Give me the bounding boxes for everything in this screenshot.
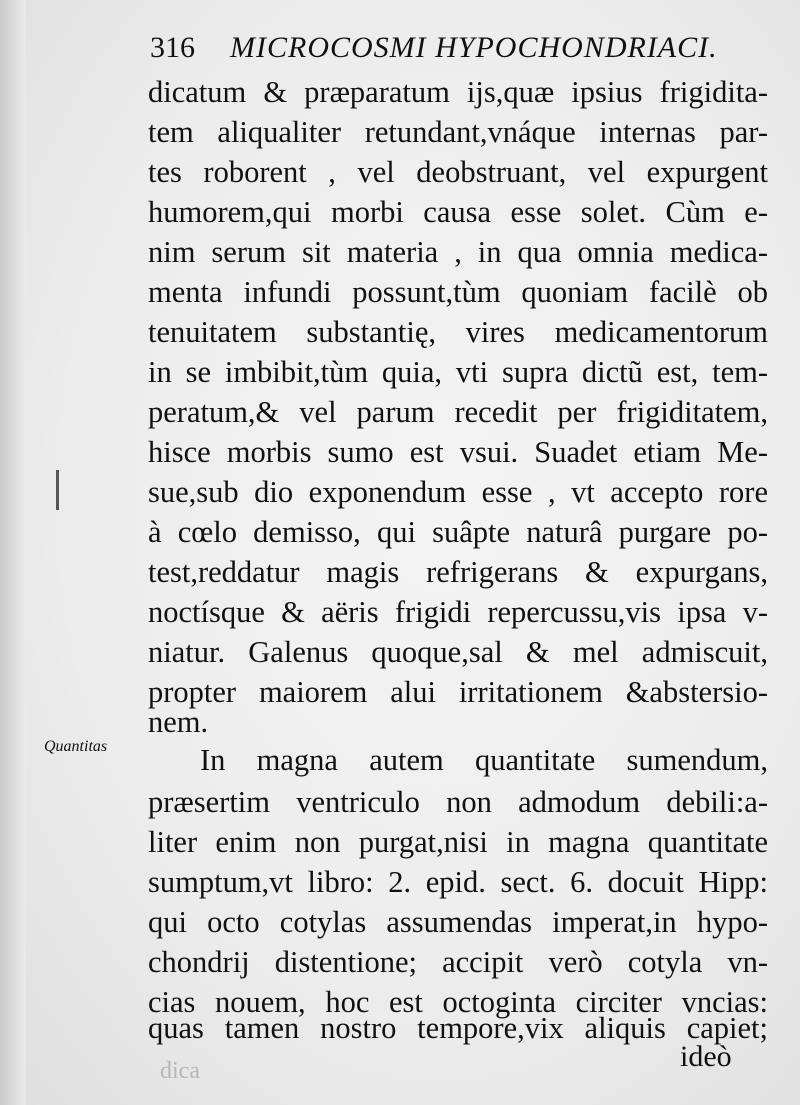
text-line: præsertim ventriculo non admodum debili:a-: [148, 785, 768, 819]
text-line: cias nouem, hoc est octoginta circiter vncias:: [148, 985, 768, 1019]
text-line: menta infundi possunt,tùm quoniam facilè ob: [148, 275, 768, 309]
text-line: hisce morbis sumo est vsui. Suadet etiam Me-: [148, 435, 768, 469]
text-line: humorem,qui morbi causa esse solet. Cùm e-: [148, 195, 768, 229]
text-line: nem.: [148, 705, 209, 739]
text-line: noctísque & aëris frigidi repercussu,vis ipsa v-: [148, 595, 768, 629]
text-line: chondrij distentione; accipit verò cotyla vn-: [148, 945, 768, 979]
text-line: in se imbibit,tùm quia, vti supra dictũ est, tem-: [148, 355, 768, 389]
text-line: tes roborent , vel deobstruant, vel expurgent: [148, 155, 768, 189]
text-line: tenuitatem substantię, vires medicamentorum: [148, 315, 768, 349]
text-line: tem aliqualiter retundant,vnáque internas par-: [148, 115, 768, 149]
text-line: quas tamen nostro tempore,vix aliquis capiet;: [148, 1011, 768, 1045]
text-line: test,reddatur magis refrigerans & expurgans,: [148, 555, 768, 589]
page-gutter-shadow: [0, 0, 26, 1105]
bleed-through-text: dica: [160, 1058, 200, 1084]
text-line: dicatum & præparatum ijs,quæ ipsius frigidita-: [148, 75, 768, 109]
running-title: MICROCOSMI HYPOCHONDRIACI.: [230, 31, 718, 64]
catchword: ideò: [680, 1040, 732, 1073]
text-line: In magna autem quantitate sumendum,: [200, 743, 768, 777]
text-line: à cœlo demisso, qui suâpte naturâ purgare po-: [148, 515, 768, 549]
text-line: liter enim non purgat,nisi in magna quantitate: [148, 825, 768, 859]
page-number: 316: [150, 31, 195, 64]
text-line: peratum,& vel parum recedit per frigiditatem,: [148, 395, 768, 429]
margin-mark: [56, 470, 59, 510]
marginal-note: Quantitas: [44, 738, 108, 755]
text-line: qui octo cotylas assumendas imperat,in hypo-: [148, 905, 768, 939]
text-line: propter maiorem alui irritationem &abstersio-: [148, 675, 768, 709]
text-line: sue,sub dio exponendum esse , vt accepto rore: [148, 475, 768, 509]
text-line: sumptum,vt libro: 2. epid. sect. 6. docuit Hipp:: [148, 865, 768, 899]
text-line: nim serum sit materia , in qua omnia medica-: [148, 235, 768, 269]
text-line: niatur. Galenus quoque,sal & mel admiscuit,: [148, 635, 768, 669]
running-header: [150, 26, 750, 70]
